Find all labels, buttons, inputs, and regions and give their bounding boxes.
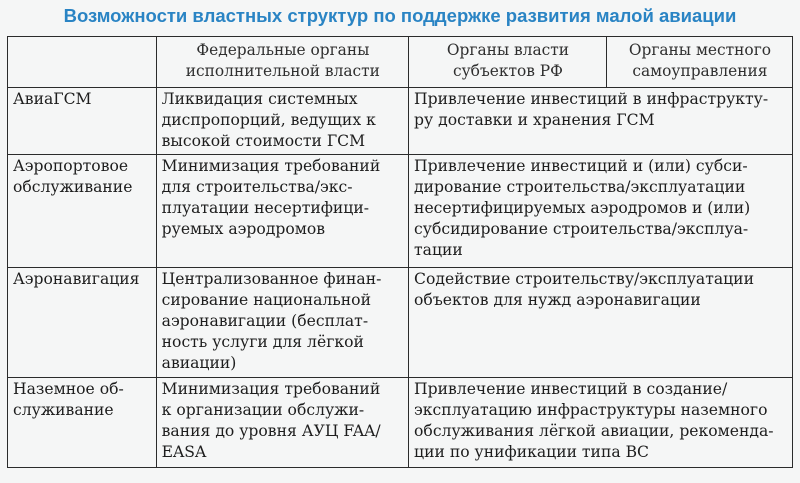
header-cell-regional: Органы власти субъектов РФ [409, 37, 607, 88]
cell-federal: Ликвидация системных диспропорций, ведущих к высокой стоимости ГСМ [156, 88, 408, 155]
table-header-row [8, 37, 793, 88]
row-label-avia-gsm: АвиаГСМ [8, 88, 157, 155]
cell-regional-local: Содействие строительству/эксплуатации объектов для нужд аэронавигации [409, 268, 793, 378]
authorities-table [7, 36, 793, 468]
cell-regional-local: Привлечение инвестиций в создание/ эксплуатацию инфраструктуры наземного обслуживания лёгкой авиации, рекоменда- ции по унификации типа ВС [409, 378, 793, 468]
table-row [8, 88, 793, 155]
row-label-airport-service: Аэропортовое обслуживание [8, 155, 157, 268]
page-title: Возможности властных структур по поддержке развития малой авиации [63, 5, 737, 26]
cell-regional-local: Привлечение инвестиций в инфраструкту- ру доставки и хранения ГСМ [409, 88, 793, 155]
cell-federal: Централизованное финан- сирование национальной аэронавигации (бесплат- ность услуги для лёгкой авиации) [156, 268, 408, 378]
row-label-ground-service: Наземное об- служивание [8, 378, 157, 468]
header-cell-federal: Федеральные органы исполнительной власти [156, 37, 408, 88]
header-cell-local: Органы местного самоуправления [606, 37, 792, 88]
cell-federal: Минимизация требований для строительства/экс- плуатации несертифици- руемых аэродромов [156, 155, 408, 268]
table-row [8, 268, 793, 378]
table-row [8, 378, 793, 468]
cell-regional-local: Привлечение инвестиций и (или) субси- дирование строительства/эксплуатации несертифицируемых аэродромов и (или) субсидирование строительства/эксплуа- тации [409, 155, 793, 268]
row-label-air-navigation: Аэронавигация [8, 268, 157, 378]
cell-federal: Минимизация требований к организации обслужи- вания до уровня АУЦ FAA/ EASA [156, 378, 408, 468]
header-cell-empty [8, 37, 157, 88]
table-row [8, 155, 793, 268]
